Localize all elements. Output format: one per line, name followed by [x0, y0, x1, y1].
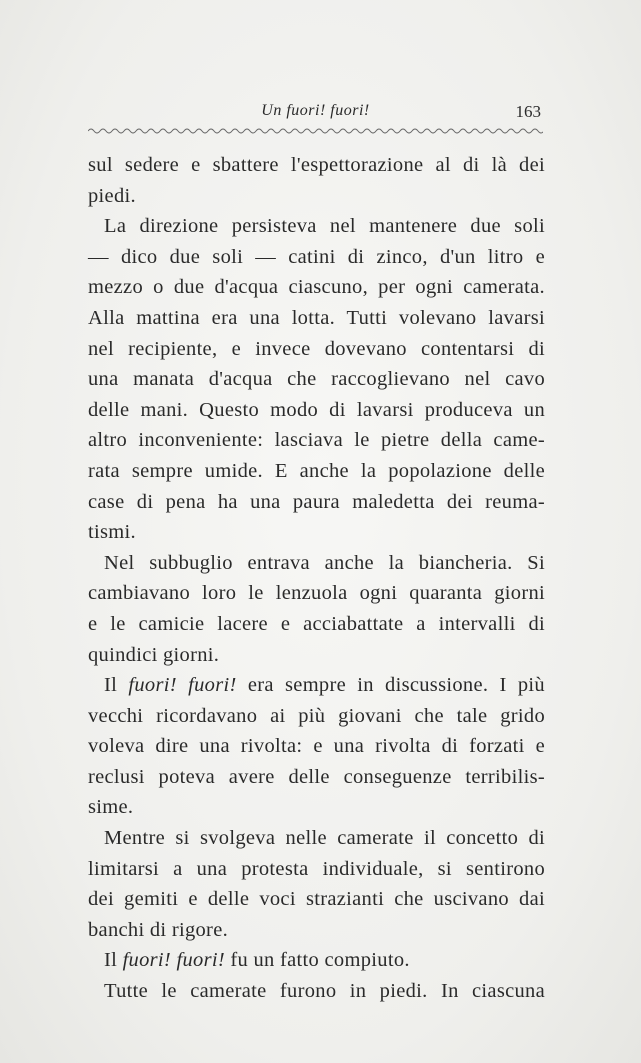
- text-line: La direzione persisteva nel mantenere due soli: [104, 215, 545, 238]
- text-fragment: Il: [104, 674, 129, 697]
- text-line: limitarsi a una protesta individuale, si sentirono: [88, 857, 545, 880]
- text-line: tismi.: [88, 521, 136, 544]
- text-line: [88, 670, 545, 701]
- page-number: 163: [515, 102, 541, 121]
- text-line: [88, 945, 545, 976]
- text-line: sul sedere e sbattere l'espettorazione al di là dei: [88, 154, 545, 176]
- italic-phrase: fuori! fuori!: [122, 949, 225, 972]
- page-header: [88, 100, 543, 126]
- text-line: reclusi poteva avere delle conseguenze terribilis-: [88, 765, 545, 788]
- text-line: voleva dire una rivolta: e una rivolta di forzati e: [88, 735, 545, 758]
- text-line: e le camicie lacere e acciabattate a intervalli di: [88, 612, 545, 635]
- text-line: cambiavano loro le lenzuola ogni quaranta giorni: [88, 582, 545, 605]
- text-fragment: fu un fatto compiuto.: [224, 949, 410, 972]
- text-line: altro inconveniente: lasciava le pietre della came-: [88, 429, 545, 452]
- text-line: delle mani. Questo modo di lavarsi produceva un: [88, 398, 545, 421]
- text-line: Mentre si svolgeva nelle camerate il concetto di: [104, 827, 545, 850]
- text-line: Alla mattina era una lotta. Tutti volevano lavarsi: [88, 306, 545, 329]
- text-line: dei gemiti e delle voci strazianti che uscivano dai: [88, 888, 545, 911]
- text-line: banchi di rigore.: [88, 918, 229, 941]
- text-line: case di pena ha una paura maledetta dei reuma-: [88, 490, 545, 513]
- text-fragment: Il: [104, 949, 123, 972]
- text-line: Nel subbuglio entrava anche la biancheria. Si: [104, 551, 545, 574]
- text-line: rata sempre umide. E anche la popolazione delle: [88, 459, 545, 482]
- text-line: una manata d'acqua che raccoglievano nel cavo: [88, 368, 545, 391]
- wavy-rule-ornament: [88, 126, 543, 136]
- text-fragment: era sempre in discussione. I più: [236, 674, 545, 697]
- body-text: [88, 150, 545, 1007]
- text-line: quindici giorni.: [88, 643, 220, 666]
- text-line: vecchi ricordavano ai più giovani che tale grido: [88, 704, 545, 727]
- text-line: nel recipiente, e invece dovevano contentarsi di: [88, 337, 545, 360]
- text-line: Tutte le camerate furono in piedi. In ciascuna: [104, 980, 545, 1003]
- running-title: Un fuori! fuori!: [261, 102, 370, 119]
- text-line: piedi.: [88, 184, 136, 207]
- text-line: — dico due soli — catini di zinco, d'un litro e: [88, 245, 545, 268]
- text-line: mezzo o due d'acqua ciascuno, per ogni camerata.: [88, 276, 545, 299]
- italic-phrase: fuori! fuori!: [128, 674, 237, 697]
- text-line: sime.: [88, 796, 134, 819]
